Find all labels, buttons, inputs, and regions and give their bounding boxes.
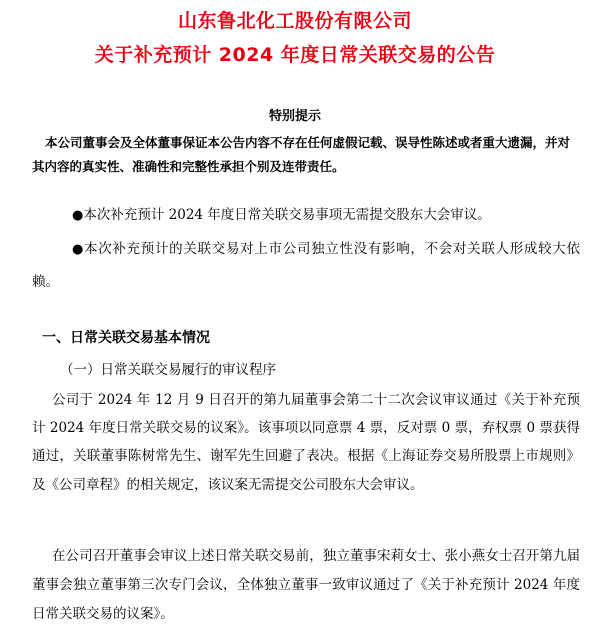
subsection-heading: （一）日常关联交易履行的审议程序 <box>60 362 276 378</box>
special-notice-heading: 特别提示 <box>268 109 321 124</box>
section-heading: 一、日常关联交易基本情况 <box>42 330 210 346</box>
body-paragraph: 公司于 2024 年 12 月 9 日召开的第九届董事会第二十二次会议审议通过《关于补充预计 2024 年度日常关联交易的议案》。该事项以同意票 4 票，反对票 0 票，弃权票 0 票获得通过，关联董事陈树常先生、谢军先生回避了表决。根据《上海证券交易所股票上市规则》及《公司章程》的相关规定，该议案无需提交公司股东大会审议。 <box>32 392 580 493</box>
highlight-text: 本次补充预计的关联交易对上市公司独立性没有影响，不会对关联人形成较大依赖。 <box>32 241 580 290</box>
highlight-item <box>32 201 580 230</box>
company-name: 山东鲁北化工股份有限公司 <box>177 10 412 32</box>
body-paragraph: 在公司召开董事会审议上述日常关联交易前，独立董事宋莉女士、张小燕女士召开第九届董事会独立董事第三次专门会议，全体独立董事一致审议通过了《关于补充预计 2024 年度日常关联交易的议案》。 <box>32 548 580 622</box>
black-circle-bullet-icon: ● <box>72 208 84 223</box>
black-circle-bullet-icon: ● <box>72 242 84 257</box>
highlight-text: 本次补充预计 2024 年度日常关联交易事项无需提交股东大会审议。 <box>83 207 491 223</box>
announcement-title: 关于补充预计 2024 年度日常关联交易的公告 <box>94 44 496 66</box>
highlight-item <box>32 233 580 298</box>
special-notice-text: 本公司董事会及全体董事保证本公告内容不存在任何虚假记载、误导性陈述或者重大遗漏，并对其内容的真实性、准确性和完整性承担个别及连带责任。 <box>32 135 571 174</box>
